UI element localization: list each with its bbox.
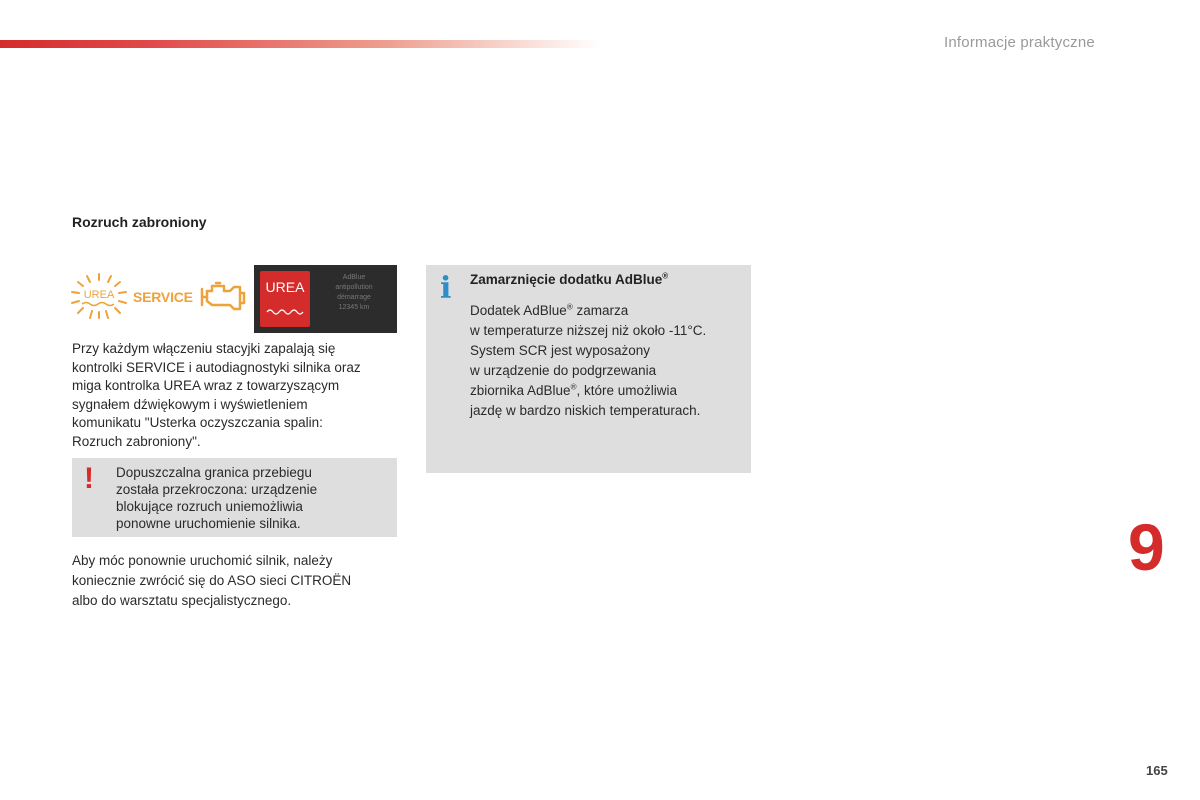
warning-lights-row bbox=[70, 265, 398, 333]
urea-alert-block bbox=[260, 271, 310, 327]
registered-mark: ® bbox=[662, 271, 669, 281]
display-message bbox=[316, 273, 392, 313]
service-warning-icon: SERVICE bbox=[133, 289, 193, 305]
urea-icon-label: UREA bbox=[83, 289, 115, 301]
closing-paragraph bbox=[72, 551, 402, 611]
section-title: Rozruch zabroniony bbox=[72, 214, 207, 230]
text-line: Aby móc ponownie uruchomić silnik, należy bbox=[72, 553, 333, 568]
header-accent-bar bbox=[0, 40, 600, 48]
text-line: zbiornika AdBlue®, które umożliwia bbox=[470, 382, 678, 398]
text-line: koniecznie zwrócić się do ASO sieci CITROËN bbox=[72, 573, 352, 588]
text-line: w temperaturze niższej niż około -11°C. bbox=[470, 323, 707, 338]
display-line: démarrage bbox=[337, 294, 371, 301]
urea-warning-icon bbox=[70, 273, 128, 324]
engine-check-icon bbox=[196, 277, 246, 322]
display-urea-label: UREA bbox=[265, 279, 305, 295]
page-number: 165 bbox=[1146, 763, 1168, 778]
warning-text bbox=[116, 464, 391, 532]
text-line: System SCR jest wyposażony bbox=[470, 343, 651, 358]
text-line: ponowne uruchomienie silnika. bbox=[116, 516, 301, 531]
warning-note-box bbox=[72, 458, 397, 537]
info-title-text: Zamarznięcie dodatku AdBlue bbox=[470, 272, 663, 287]
text-line: Rozruch zabroniony". bbox=[72, 433, 201, 449]
text-line: jazdę w bardzo niskich temperaturach. bbox=[470, 403, 701, 418]
text-line: Dopuszczalna granica przebiegu bbox=[116, 465, 312, 480]
text-line: Dodatek AdBlue® zamarza bbox=[470, 302, 629, 318]
text-line: w urządzenie do podgrzewania bbox=[470, 363, 657, 378]
text-line: Przy każdym włączeniu stacyjki zapalają się bbox=[72, 341, 336, 356]
info-title bbox=[470, 272, 668, 287]
display-line: 12345 km bbox=[338, 304, 370, 311]
info-note-box bbox=[426, 265, 751, 473]
chapter-number: 9 bbox=[1128, 510, 1165, 584]
display-line: antipollution bbox=[335, 284, 373, 291]
info-text bbox=[470, 301, 750, 421]
text-line: komunikatu "Usterka oczyszczania spalin: bbox=[72, 415, 323, 430]
text-line: sygnałem dźwiękowym i wyświetleniem bbox=[72, 396, 308, 412]
liquid-wave-icon bbox=[266, 307, 304, 317]
text-line: miga kontrolka UREA wraz z towarzyszącym bbox=[72, 378, 340, 393]
exclamation-icon: ! bbox=[84, 462, 94, 495]
text-line: została przekroczona: urządzenie bbox=[116, 482, 318, 497]
text-line: blokujące rozruch uniemożliwia bbox=[116, 499, 303, 514]
info-icon: i bbox=[440, 271, 452, 306]
text-line: albo do warsztatu specjalistycznego. bbox=[72, 593, 292, 608]
text-line: kontrolki SERVICE i autodiagnostyki silnika oraz bbox=[72, 359, 361, 375]
display-line: AdBlue bbox=[342, 274, 366, 281]
body-paragraph bbox=[72, 340, 402, 451]
page-header-title: Informacje praktyczne bbox=[944, 34, 1095, 51]
instrument-display bbox=[254, 265, 397, 333]
